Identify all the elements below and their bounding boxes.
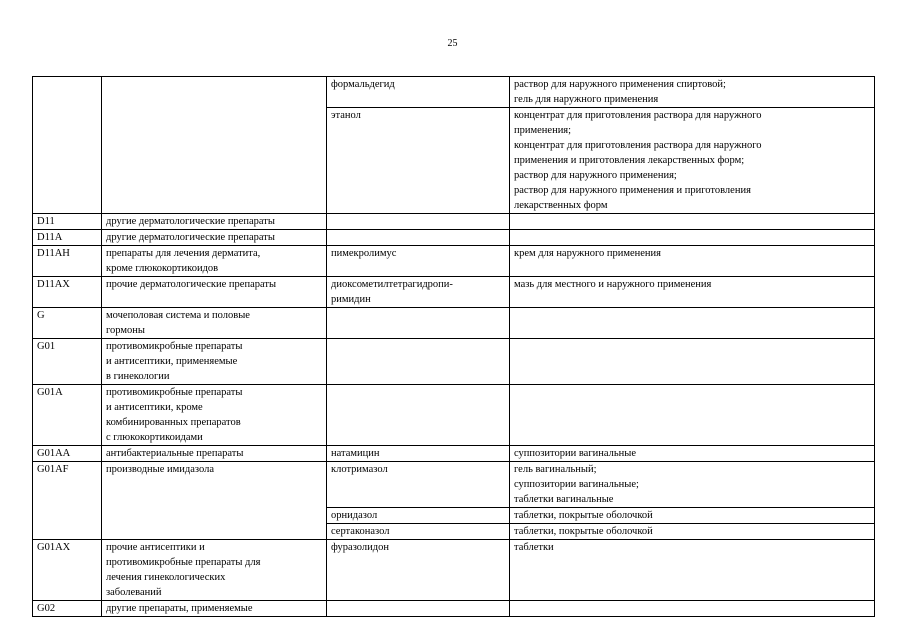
dosage-forms-cell: гель вагинальный; суппозитории вагинальные; таблетки вагинальные [510,462,875,508]
table-row [33,214,875,230]
group-cell: прочие антисептики и противомикробные препараты для лечения гинекологических заболеваний [102,540,327,601]
group-cell: другие препараты, применяемые [102,601,327,617]
dosage-forms-cell: раствор для наружного применения спиртовой; гель для наружного применения [510,77,875,108]
substance-cell: клотримазол [327,462,510,508]
substance-cell: формальдегид [327,77,510,108]
dosage-forms-cell [510,230,875,246]
group-cell [102,77,327,214]
group-cell: мочеполовая система и половые гормоны [102,308,327,339]
atc-code-cell: G01AF [33,462,102,540]
atc-code-cell: G01AA [33,446,102,462]
dosage-forms-cell [510,214,875,230]
atc-code-cell: G02 [33,601,102,617]
substance-cell: натамицин [327,446,510,462]
dosage-forms-cell [510,601,875,617]
table-row [33,540,875,601]
table-row [33,308,875,339]
substance-cell: сертаконазол [327,524,510,540]
substance-cell: этанол [327,108,510,214]
dosage-forms-cell [510,308,875,339]
substance-cell: фуразолидон [327,540,510,601]
dosage-forms-cell: таблетки [510,540,875,601]
group-cell: производные имидазола [102,462,327,540]
page-number: 25 [447,38,458,49]
group-cell: препараты для лечения дерматита, кроме глюкокортикоидов [102,246,327,277]
table-row [33,246,875,277]
substance-cell [327,601,510,617]
group-cell: прочие дерматологические препараты [102,277,327,308]
table-row [33,462,875,508]
dosage-forms-cell: крем для наружного применения [510,246,875,277]
dosage-forms-cell [510,339,875,385]
dosage-forms-cell [510,385,875,446]
atc-code-cell [33,77,102,214]
atc-code-cell: G01AX [33,540,102,601]
substance-cell [327,385,510,446]
table-row [33,601,875,617]
table-row [33,277,875,308]
atc-code-cell: G01 [33,339,102,385]
substance-cell: орнидазол [327,508,510,524]
group-cell: противомикробные препараты и антисептики, кроме комбинированных препаратов с глюкокортикоидами [102,385,327,446]
table-row [33,230,875,246]
atc-code-cell: D11AX [33,277,102,308]
substance-cell [327,308,510,339]
table-row [33,77,875,108]
substance-cell: пимекролимус [327,246,510,277]
atc-code-cell: D11AH [33,246,102,277]
table-row [33,385,875,446]
substance-cell [327,230,510,246]
group-cell: другие дерматологические препараты [102,230,327,246]
dosage-forms-cell: концентрат для приготовления раствора для наружного применения; концентрат для приготовления раствора для наружного применения и приготовления лекарственных форм; раствор для наружного применения; раствор для наружного применения и приготовления лекарственных форм [510,108,875,214]
dosage-forms-cell: мазь для местного и наружного применения [510,277,875,308]
dosage-forms-cell: таблетки, покрытые оболочкой [510,508,875,524]
atc-code-cell: D11 [33,214,102,230]
dosage-forms-cell: таблетки, покрытые оболочкой [510,524,875,540]
atc-code-cell: G01A [33,385,102,446]
atc-code-cell: G [33,308,102,339]
group-cell: противомикробные препараты и антисептики, применяемые в гинекологии [102,339,327,385]
substance-cell [327,339,510,385]
group-cell: антибактериальные препараты [102,446,327,462]
group-cell: другие дерматологические препараты [102,214,327,230]
table-row [33,446,875,462]
dosage-forms-cell: суппозитории вагинальные [510,446,875,462]
atc-code-cell: D11A [33,230,102,246]
substance-cell [327,214,510,230]
table-row [33,339,875,385]
substance-cell: диоксометилтетрагидропи- римидин [327,277,510,308]
drug-table [32,76,875,617]
